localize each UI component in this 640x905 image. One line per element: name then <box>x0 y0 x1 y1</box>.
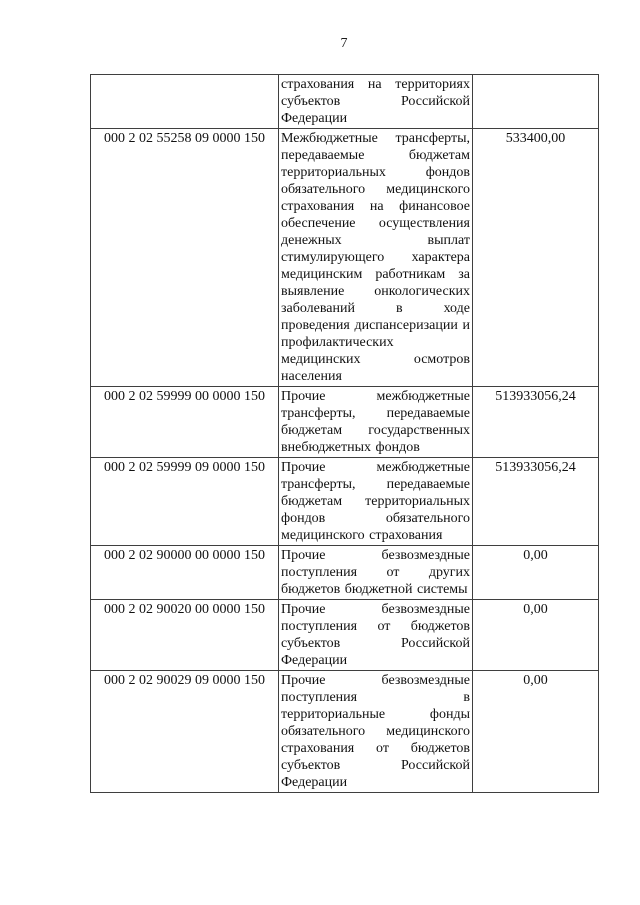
code-cell: 000 2 02 55258 09 0000 150 <box>91 129 279 387</box>
description-cell: Прочие безвозмездные поступления от других бюджетов бюджетной системы <box>279 546 473 600</box>
description-cell: страхования на территориях субъектов Российской Федерации <box>279 75 473 129</box>
code-cell: 000 2 02 59999 00 0000 150 <box>91 387 279 458</box>
amount-cell <box>473 75 599 129</box>
code-cell: 000 2 02 90000 00 0000 150 <box>91 546 279 600</box>
description-cell: Прочие безвозмездные поступления от бюджетов субъектов Российской Федерации <box>279 600 473 671</box>
page-number: 7 <box>340 36 348 51</box>
amount-cell: 0,00 <box>473 546 599 600</box>
code-cell: 000 2 02 59999 09 0000 150 <box>91 458 279 546</box>
description-cell: Межбюджетные трансферты, передаваемые бюджетам территориальных фондов обязательного медицинского страхования на финансовое обеспечение осуществления денежных выплат стимулирующего характера медицинским работникам за выявление онкологических заболеваний в ходе проведения диспансеризации и профилактических медицинских осмотров населения <box>279 129 473 387</box>
table-row <box>91 671 599 793</box>
amount-cell: 0,00 <box>473 671 599 793</box>
code-cell: 000 2 02 90029 09 0000 150 <box>91 671 279 793</box>
description-cell: Прочие межбюджетные трансферты, передаваемые бюджетам территориальных фондов обязательного медицинского страхования <box>279 458 473 546</box>
amount-cell: 513933056,24 <box>473 458 599 546</box>
table-row <box>91 129 599 387</box>
amount-cell: 0,00 <box>473 600 599 671</box>
table-row <box>91 387 599 458</box>
description-cell: Прочие безвозмездные поступления в территориальные фонды обязательного медицинского страхования от бюджетов субъектов Российской Федерации <box>279 671 473 793</box>
amount-cell: 533400,00 <box>473 129 599 387</box>
description-cell: Прочие межбюджетные трансферты, передаваемые бюджетам государственных внебюджетных фондов <box>279 387 473 458</box>
table-row <box>91 75 599 129</box>
budget-table <box>90 74 599 793</box>
table-row <box>91 458 599 546</box>
table-row <box>91 546 599 600</box>
code-cell: 000 2 02 90020 00 0000 150 <box>91 600 279 671</box>
code-cell <box>91 75 279 129</box>
amount-cell: 513933056,24 <box>473 387 599 458</box>
table-row <box>91 600 599 671</box>
